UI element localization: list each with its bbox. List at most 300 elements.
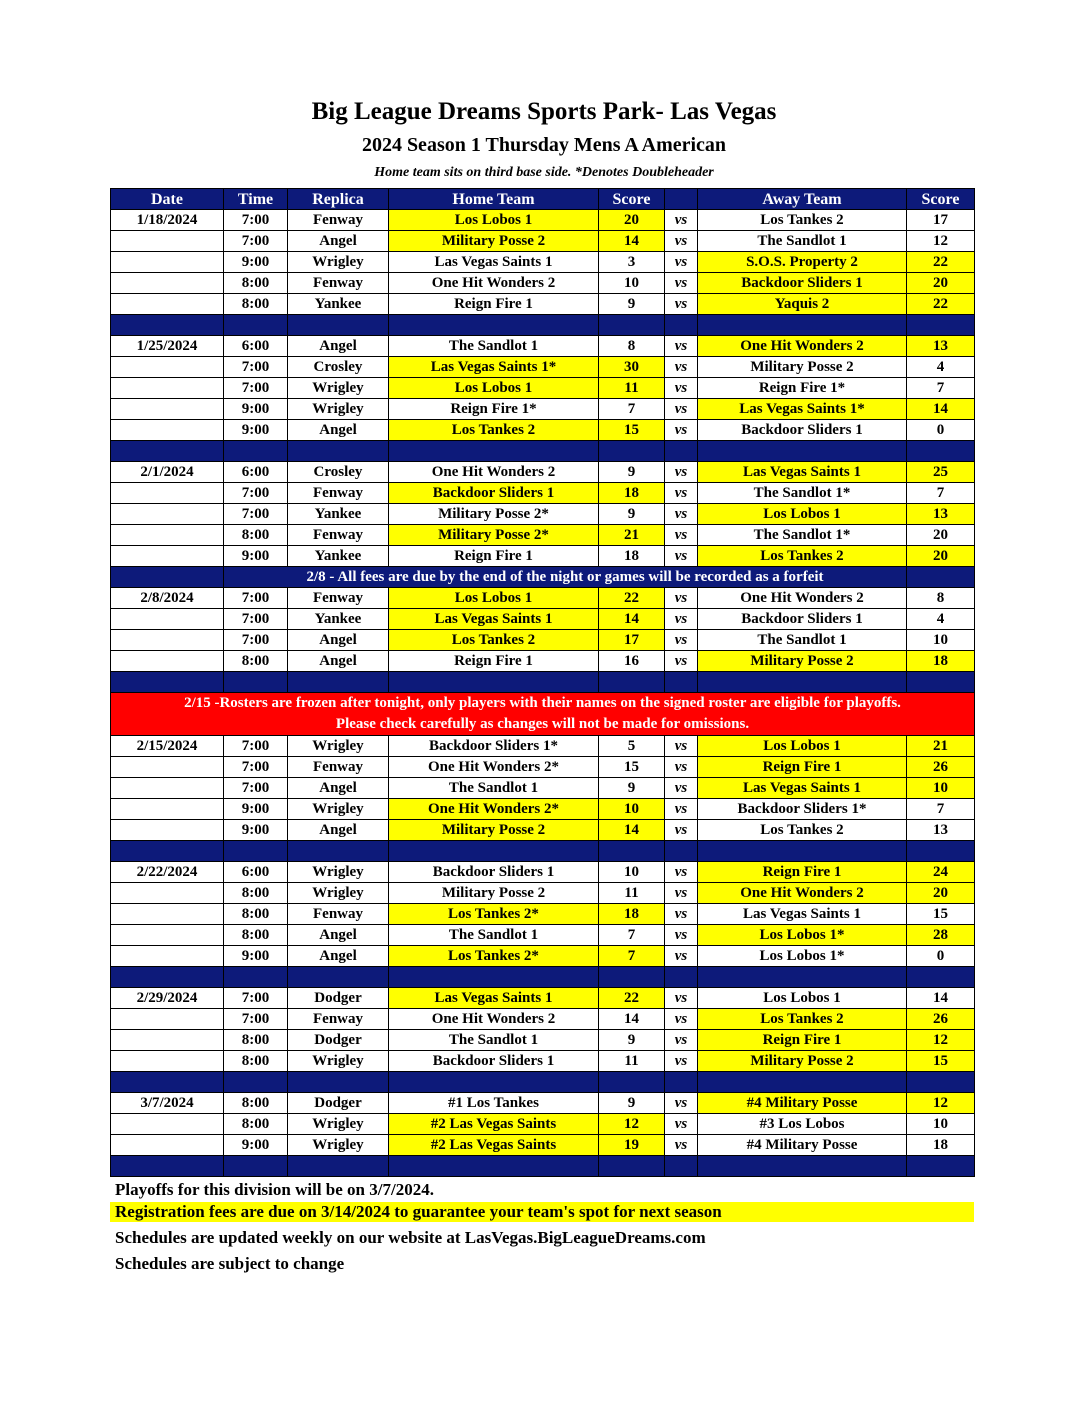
home-team: The Sandlot 1 xyxy=(389,925,599,946)
game-row xyxy=(111,1030,975,1051)
game-time: 8:00 xyxy=(224,1093,288,1114)
separator-cell xyxy=(389,967,599,988)
vs-label: vs xyxy=(665,1093,698,1114)
game-date xyxy=(111,1009,224,1030)
game-date: 3/7/2024 xyxy=(111,1093,224,1114)
away-score: 20 xyxy=(907,525,975,546)
away-score: 10 xyxy=(907,630,975,651)
game-replica: Fenway xyxy=(288,483,389,504)
header-away-team: Away Team xyxy=(698,189,907,210)
vs-label: vs xyxy=(665,988,698,1009)
game-time: 9:00 xyxy=(224,252,288,273)
separator-cell xyxy=(288,315,389,336)
vs-label: vs xyxy=(665,462,698,483)
separator-cell xyxy=(599,672,665,693)
separator-cell xyxy=(288,967,389,988)
game-row xyxy=(111,1114,975,1135)
game-time: 6:00 xyxy=(224,462,288,483)
home-score: 15 xyxy=(599,420,665,441)
game-replica: Yankee xyxy=(288,546,389,567)
header-time: Time xyxy=(224,189,288,210)
away-team: The Sandlot 1* xyxy=(698,483,907,504)
game-time: 6:00 xyxy=(224,336,288,357)
away-team: Las Vegas Saints 1 xyxy=(698,462,907,483)
game-replica: Angel xyxy=(288,420,389,441)
game-time: 8:00 xyxy=(224,1114,288,1135)
separator-cell xyxy=(224,441,288,462)
away-score: 7 xyxy=(907,378,975,399)
header-vs xyxy=(665,189,698,210)
home-team: Backdoor Sliders 1 xyxy=(389,862,599,883)
home-score: 9 xyxy=(599,1093,665,1114)
separator-cell xyxy=(111,1072,224,1093)
game-time: 8:00 xyxy=(224,883,288,904)
game-row xyxy=(111,378,975,399)
playoffs-note: Playoffs for this division will be on 3/7/2024. xyxy=(115,1180,434,1199)
game-replica: Angel xyxy=(288,820,389,841)
separator-cell xyxy=(288,441,389,462)
away-score: 12 xyxy=(907,1030,975,1051)
separator-cell xyxy=(665,841,698,862)
home-score: 8 xyxy=(599,336,665,357)
game-date xyxy=(111,294,224,315)
away-team: Los Lobos 1 xyxy=(698,504,907,525)
away-team: Reign Fire 1* xyxy=(698,378,907,399)
separator-cell xyxy=(389,1072,599,1093)
vs-label: vs xyxy=(665,483,698,504)
away-team: One Hit Wonders 2 xyxy=(698,588,907,609)
game-replica: Angel xyxy=(288,336,389,357)
game-row xyxy=(111,1135,975,1156)
game-row xyxy=(111,1009,975,1030)
game-replica: Angel xyxy=(288,925,389,946)
game-row xyxy=(111,252,975,273)
away-team: #4 Military Posse xyxy=(698,1135,907,1156)
game-date xyxy=(111,1051,224,1072)
separator-cell xyxy=(698,315,907,336)
game-time: 9:00 xyxy=(224,399,288,420)
game-row xyxy=(111,609,975,630)
separator-cell xyxy=(599,441,665,462)
separator-cell xyxy=(599,315,665,336)
game-date xyxy=(111,525,224,546)
week-separator xyxy=(111,315,975,336)
away-score: 22 xyxy=(907,294,975,315)
home-score: 11 xyxy=(599,883,665,904)
game-replica: Wrigley xyxy=(288,378,389,399)
vs-label: vs xyxy=(665,757,698,778)
separator-cell xyxy=(288,841,389,862)
vs-label: vs xyxy=(665,1030,698,1051)
game-replica: Fenway xyxy=(288,525,389,546)
game-replica: Angel xyxy=(288,651,389,672)
away-team: Reign Fire 1 xyxy=(698,757,907,778)
week-separator xyxy=(111,1156,975,1177)
game-date xyxy=(111,378,224,399)
separator-cell xyxy=(907,441,975,462)
separator-cell xyxy=(665,967,698,988)
home-team: Las Vegas Saints 1 xyxy=(389,609,599,630)
game-time: 8:00 xyxy=(224,273,288,294)
separator-cell xyxy=(224,1156,288,1177)
header-replica: Replica xyxy=(288,189,389,210)
game-row xyxy=(111,778,975,799)
separator-cell xyxy=(599,1072,665,1093)
home-score: 18 xyxy=(599,483,665,504)
home-team: #2 Las Vegas Saints xyxy=(389,1114,599,1135)
away-score: 18 xyxy=(907,651,975,672)
game-time: 7:00 xyxy=(224,378,288,399)
home-score: 7 xyxy=(599,399,665,420)
away-score: 20 xyxy=(907,883,975,904)
away-score: 14 xyxy=(907,988,975,1009)
away-score: 15 xyxy=(907,1051,975,1072)
home-score: 14 xyxy=(599,820,665,841)
home-score: 17 xyxy=(599,630,665,651)
game-time: 8:00 xyxy=(224,904,288,925)
game-time: 7:00 xyxy=(224,210,288,231)
game-row xyxy=(111,336,975,357)
game-time: 8:00 xyxy=(224,1030,288,1051)
vs-label: vs xyxy=(665,294,698,315)
game-replica: Angel xyxy=(288,231,389,252)
game-row xyxy=(111,525,975,546)
away-score: 18 xyxy=(907,1135,975,1156)
separator-cell xyxy=(665,441,698,462)
game-replica: Yankee xyxy=(288,294,389,315)
away-team: Backdoor Sliders 1* xyxy=(698,799,907,820)
away-score: 0 xyxy=(907,420,975,441)
home-score: 10 xyxy=(599,862,665,883)
home-team: The Sandlot 1 xyxy=(389,1030,599,1051)
separator-cell xyxy=(389,315,599,336)
away-score: 22 xyxy=(907,252,975,273)
game-replica: Angel xyxy=(288,630,389,651)
away-team: Military Posse 2 xyxy=(698,357,907,378)
home-team: One Hit Wonders 2 xyxy=(389,1009,599,1030)
home-score: 14 xyxy=(599,1009,665,1030)
game-date: 2/15/2024 xyxy=(111,736,224,757)
game-date xyxy=(111,252,224,273)
game-replica: Fenway xyxy=(288,588,389,609)
game-time: 7:00 xyxy=(224,231,288,252)
game-replica: Crosley xyxy=(288,462,389,483)
vs-label: vs xyxy=(665,1114,698,1135)
home-team: Reign Fire 1 xyxy=(389,651,599,672)
separator-cell xyxy=(698,441,907,462)
game-row xyxy=(111,210,975,231)
separator-cell xyxy=(665,1072,698,1093)
away-score: 13 xyxy=(907,820,975,841)
away-score: 24 xyxy=(907,862,975,883)
game-replica: Fenway xyxy=(288,904,389,925)
roster-alert xyxy=(111,693,975,736)
page-subtitle: 2024 Season 1 Thursday Mens A American xyxy=(361,134,727,156)
game-date xyxy=(111,925,224,946)
vs-label: vs xyxy=(665,420,698,441)
home-score: 30 xyxy=(599,357,665,378)
away-score: 20 xyxy=(907,273,975,294)
game-date xyxy=(111,609,224,630)
away-team: Los Lobos 1 xyxy=(698,736,907,757)
game-time: 9:00 xyxy=(224,546,288,567)
game-replica: Yankee xyxy=(288,609,389,630)
game-row xyxy=(111,399,975,420)
away-score: 12 xyxy=(907,231,975,252)
vs-label: vs xyxy=(665,630,698,651)
separator-cell xyxy=(389,1156,599,1177)
game-row xyxy=(111,1051,975,1072)
game-time: 8:00 xyxy=(224,651,288,672)
home-team: Los Tankes 2 xyxy=(389,630,599,651)
home-team: #1 Los Tankes xyxy=(389,1093,599,1114)
header-home-score: Score xyxy=(599,189,665,210)
game-date xyxy=(111,757,224,778)
home-score: 7 xyxy=(599,925,665,946)
away-team: Los Tankes 2 xyxy=(698,1009,907,1030)
home-team: Military Posse 2 xyxy=(389,231,599,252)
game-date xyxy=(111,651,224,672)
game-date xyxy=(111,1030,224,1051)
home-score: 19 xyxy=(599,1135,665,1156)
separator-cell xyxy=(288,1156,389,1177)
home-score: 9 xyxy=(599,778,665,799)
vs-label: vs xyxy=(665,736,698,757)
separator-cell xyxy=(907,1072,975,1093)
game-date xyxy=(111,504,224,525)
week-separator xyxy=(111,1072,975,1093)
separator-cell xyxy=(698,1072,907,1093)
game-row xyxy=(111,1093,975,1114)
home-team: One Hit Wonders 2* xyxy=(389,799,599,820)
away-team: The Sandlot 1 xyxy=(698,231,907,252)
away-team: Las Vegas Saints 1 xyxy=(698,904,907,925)
game-replica: Crosley xyxy=(288,357,389,378)
separator-cell xyxy=(665,1156,698,1177)
separator-cell xyxy=(111,967,224,988)
separator-cell xyxy=(288,1072,389,1093)
header-away-score: Score xyxy=(907,189,975,210)
away-team: Backdoor Sliders 1 xyxy=(698,273,907,294)
separator-cell xyxy=(907,1156,975,1177)
roster-alert-line2: Please check carefully as changes will not be made for omissions. xyxy=(335,716,750,732)
vs-label: vs xyxy=(665,904,698,925)
home-team: The Sandlot 1 xyxy=(389,336,599,357)
game-row xyxy=(111,651,975,672)
separator-cell xyxy=(907,967,975,988)
vs-label: vs xyxy=(665,210,698,231)
game-date: 2/8/2024 xyxy=(111,588,224,609)
away-score: 25 xyxy=(907,462,975,483)
game-time: 7:00 xyxy=(224,630,288,651)
away-score: 0 xyxy=(907,946,975,967)
game-time: 7:00 xyxy=(224,609,288,630)
game-row xyxy=(111,420,975,441)
game-time: 9:00 xyxy=(224,946,288,967)
fees-notice-row xyxy=(111,567,975,588)
game-date xyxy=(111,483,224,504)
home-score: 3 xyxy=(599,252,665,273)
week-separator xyxy=(111,672,975,693)
game-row xyxy=(111,736,975,757)
home-team: Reign Fire 1 xyxy=(389,546,599,567)
page-title: Big League Dreams Sports Park- Las Vegas xyxy=(311,98,777,125)
week-separator xyxy=(111,441,975,462)
away-team: Military Posse 2 xyxy=(698,651,907,672)
away-team: Los Lobos 1 xyxy=(698,988,907,1009)
game-date xyxy=(111,778,224,799)
home-team: One Hit Wonders 2* xyxy=(389,757,599,778)
game-row xyxy=(111,925,975,946)
home-team: Las Vegas Saints 1 xyxy=(389,252,599,273)
separator-cell xyxy=(111,841,224,862)
home-team: Backdoor Sliders 1* xyxy=(389,736,599,757)
roster-alert-line1: 2/15 -Rosters are frozen after tonight, only players with their names on the signed roster are eligible for playoffs. xyxy=(184,695,901,711)
separator-cell xyxy=(288,672,389,693)
game-row xyxy=(111,504,975,525)
game-date xyxy=(111,273,224,294)
home-team: One Hit Wonders 2 xyxy=(389,273,599,294)
away-score: 4 xyxy=(907,609,975,630)
registration-note: Registration fees are due on 3/14/2024 to guarantee your team's spot for next season xyxy=(110,1202,974,1222)
schedule-table xyxy=(110,188,975,1177)
game-time: 8:00 xyxy=(224,925,288,946)
home-score: 22 xyxy=(599,988,665,1009)
game-row xyxy=(111,904,975,925)
game-replica: Fenway xyxy=(288,210,389,231)
game-date xyxy=(111,1135,224,1156)
home-score: 10 xyxy=(599,799,665,820)
home-team: Las Vegas Saints 1 xyxy=(389,988,599,1009)
game-date: 1/18/2024 xyxy=(111,210,224,231)
game-row xyxy=(111,588,975,609)
vs-label: vs xyxy=(665,1135,698,1156)
game-replica: Wrigley xyxy=(288,399,389,420)
home-team: The Sandlot 1 xyxy=(389,778,599,799)
vs-label: vs xyxy=(665,504,698,525)
away-score: 7 xyxy=(907,799,975,820)
away-score: 17 xyxy=(907,210,975,231)
home-team: Los Lobos 1 xyxy=(389,378,599,399)
home-score: 11 xyxy=(599,1051,665,1072)
game-row xyxy=(111,883,975,904)
game-row xyxy=(111,630,975,651)
vs-label: vs xyxy=(665,925,698,946)
home-score: 7 xyxy=(599,946,665,967)
away-score: 13 xyxy=(907,504,975,525)
game-replica: Wrigley xyxy=(288,862,389,883)
game-date xyxy=(111,546,224,567)
game-time: 7:00 xyxy=(224,483,288,504)
game-date xyxy=(111,420,224,441)
game-replica: Dodger xyxy=(288,988,389,1009)
game-row xyxy=(111,988,975,1009)
game-date: 2/1/2024 xyxy=(111,462,224,483)
separator-cell xyxy=(907,315,975,336)
game-replica: Wrigley xyxy=(288,1051,389,1072)
vs-label: vs xyxy=(665,651,698,672)
game-row xyxy=(111,946,975,967)
game-row xyxy=(111,357,975,378)
game-replica: Angel xyxy=(288,778,389,799)
vs-label: vs xyxy=(665,525,698,546)
schedule-note: Home team sits on third base side. *Denotes Doubleheader xyxy=(374,165,714,180)
game-replica: Yankee xyxy=(288,504,389,525)
away-score: 15 xyxy=(907,904,975,925)
game-time: 9:00 xyxy=(224,820,288,841)
separator-cell xyxy=(389,841,599,862)
home-team: Los Tankes 2* xyxy=(389,946,599,967)
separator-cell xyxy=(665,672,698,693)
away-team: #4 Military Posse xyxy=(698,1093,907,1114)
home-score: 9 xyxy=(599,504,665,525)
separator-cell xyxy=(389,441,599,462)
game-date xyxy=(111,630,224,651)
vs-label: vs xyxy=(665,799,698,820)
vs-label: vs xyxy=(665,231,698,252)
away-team: Military Posse 2 xyxy=(698,1051,907,1072)
game-row xyxy=(111,483,975,504)
game-replica: Wrigley xyxy=(288,883,389,904)
home-team: Military Posse 2* xyxy=(389,525,599,546)
home-score: 21 xyxy=(599,525,665,546)
separator-cell xyxy=(907,567,975,588)
game-date xyxy=(111,399,224,420)
home-score: 14 xyxy=(599,231,665,252)
game-replica: Wrigley xyxy=(288,1114,389,1135)
game-date xyxy=(111,904,224,925)
home-team: Reign Fire 1 xyxy=(389,294,599,315)
vs-label: vs xyxy=(665,1051,698,1072)
home-score: 14 xyxy=(599,609,665,630)
away-score: 14 xyxy=(907,399,975,420)
separator-cell xyxy=(389,672,599,693)
game-date: 2/29/2024 xyxy=(111,988,224,1009)
home-team: Backdoor Sliders 1 xyxy=(389,483,599,504)
game-replica: Wrigley xyxy=(288,252,389,273)
home-team: Los Lobos 1 xyxy=(389,588,599,609)
home-score: 20 xyxy=(599,210,665,231)
away-score: 20 xyxy=(907,546,975,567)
away-score: 26 xyxy=(907,757,975,778)
away-team: Los Tankes 2 xyxy=(698,820,907,841)
away-team: Backdoor Sliders 1 xyxy=(698,420,907,441)
separator-cell xyxy=(111,1156,224,1177)
vs-label: vs xyxy=(665,399,698,420)
home-score: 9 xyxy=(599,294,665,315)
game-replica: Fenway xyxy=(288,757,389,778)
home-score: 15 xyxy=(599,757,665,778)
away-score: 8 xyxy=(907,588,975,609)
game-date: 2/22/2024 xyxy=(111,862,224,883)
vs-label: vs xyxy=(665,357,698,378)
home-score: 16 xyxy=(599,651,665,672)
away-team: Reign Fire 1 xyxy=(698,862,907,883)
game-date xyxy=(111,946,224,967)
game-time: 9:00 xyxy=(224,799,288,820)
game-row xyxy=(111,231,975,252)
separator-cell xyxy=(224,672,288,693)
week-separator xyxy=(111,841,975,862)
away-score: 21 xyxy=(907,736,975,757)
away-team: #3 Los Lobos xyxy=(698,1114,907,1135)
home-team: Los Tankes 2 xyxy=(389,420,599,441)
separator-cell xyxy=(665,315,698,336)
home-team: Las Vegas Saints 1* xyxy=(389,357,599,378)
home-team: One Hit Wonders 2 xyxy=(389,462,599,483)
away-score: 4 xyxy=(907,357,975,378)
game-row xyxy=(111,273,975,294)
